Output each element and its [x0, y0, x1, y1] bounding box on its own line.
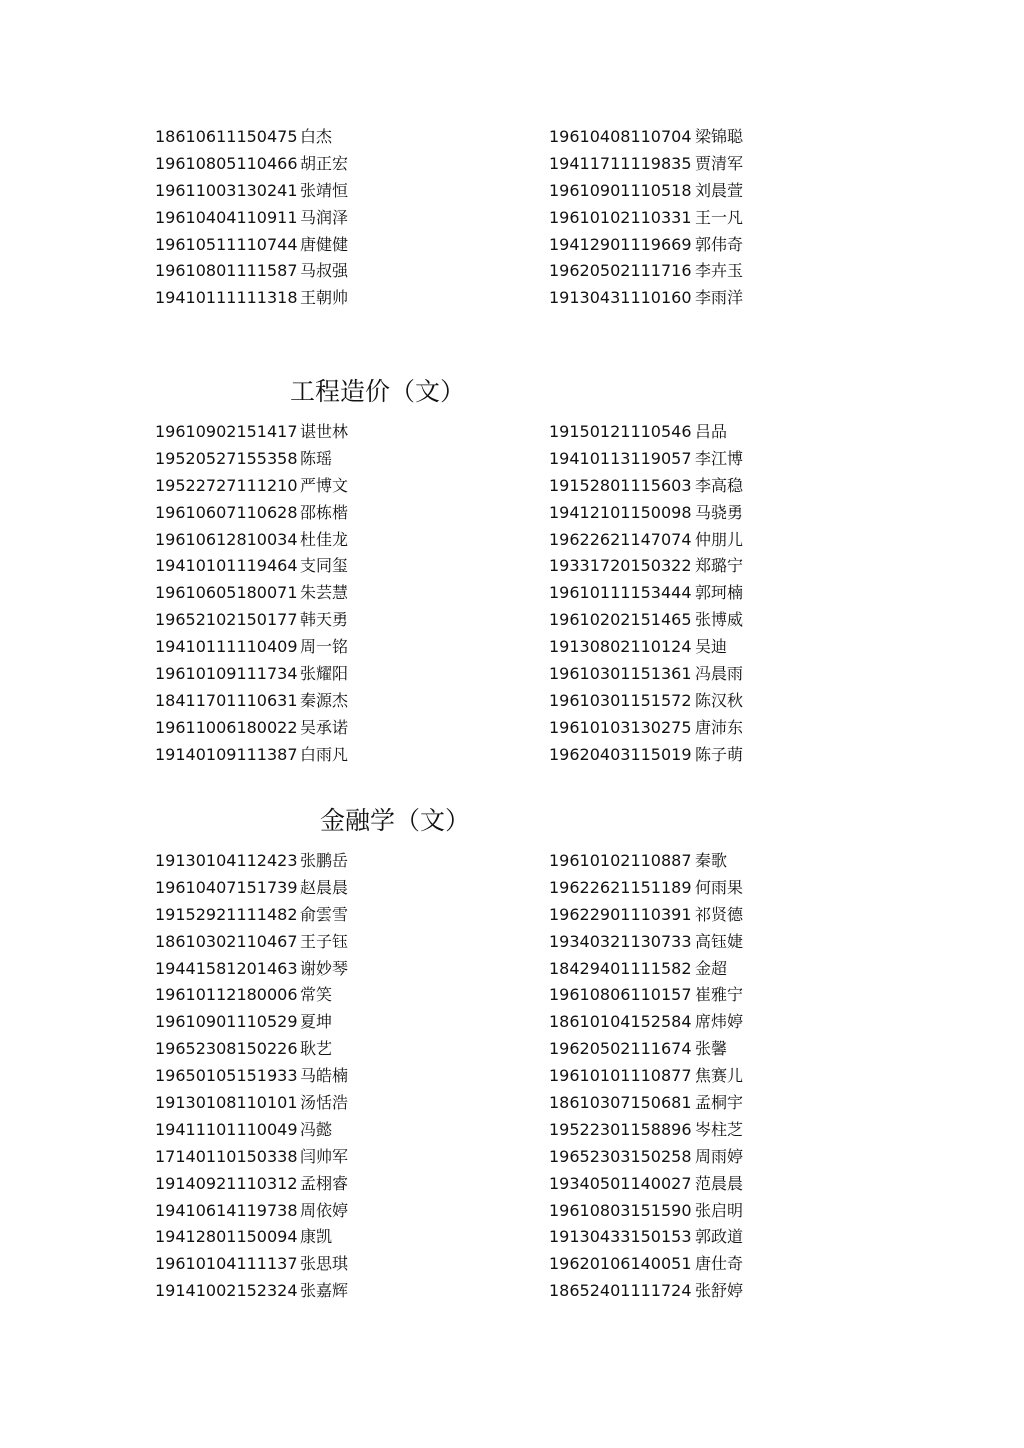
student-id-left: 19610607110628	[155, 502, 298, 522]
student-id-left: 19652102150177	[155, 610, 298, 630]
student-id-right: 19610102110887	[549, 851, 692, 870]
student-id-right: 18429401111582	[549, 958, 692, 978]
student-id-right: 19620403115019	[549, 744, 692, 764]
list-row	[0, 580, 1024, 607]
student-id-right: 19610806110157	[549, 985, 692, 1005]
student-id-left: 19141002152324	[155, 1281, 298, 1301]
list-row	[0, 848, 1024, 875]
list-row	[0, 1063, 1024, 1090]
student-name-right: 席炜婷	[695, 1012, 744, 1032]
student-name-right: 李卉玉	[695, 261, 744, 281]
student-id-right: 19331720150322	[549, 556, 692, 576]
student-id-left: 19140921110312	[155, 1173, 298, 1193]
student-id-left: 19522727111210	[155, 475, 298, 495]
student-name-left: 冯懿	[300, 1119, 333, 1139]
student-id-left: 19410111111318	[155, 288, 298, 308]
student-name-right: 张舒婷	[695, 1281, 744, 1301]
list-row	[0, 553, 1024, 580]
student-name-left: 王子钰	[300, 931, 349, 951]
student-id-left: 19410614119738	[155, 1200, 298, 1220]
list-row	[0, 1009, 1024, 1036]
student-name-right: 高钰婕	[695, 931, 744, 951]
student-id-right: 19610803151590	[549, 1200, 692, 1220]
student-id-left: 19610901110529	[155, 1012, 298, 1032]
student-id-left: 19652308150226	[155, 1039, 298, 1059]
list-row	[0, 232, 1024, 259]
student-id-right: 19130431110160	[549, 288, 692, 308]
student-id-left: 19610112180006	[155, 985, 298, 1005]
student-name-right: 冯晨雨	[695, 664, 744, 684]
list-row	[0, 258, 1024, 285]
student-name-right: 梁锦聪	[695, 127, 744, 146]
student-id-right: 19150121110546	[549, 422, 692, 441]
list-row	[0, 902, 1024, 929]
student-name-right: 张启明	[695, 1200, 744, 1220]
student-id-right: 19622901110391	[549, 904, 692, 924]
student-id-right: 19411711119835	[549, 153, 692, 173]
student-id-left: 19610902151417	[155, 422, 298, 441]
student-id-left: 19610511110744	[155, 234, 298, 254]
list-row	[0, 1224, 1024, 1251]
student-name-right: 郑璐宁	[695, 556, 744, 576]
list-row	[0, 1198, 1024, 1225]
student-id-right: 19620502111716	[549, 261, 692, 281]
list-row	[0, 419, 1024, 446]
student-name-right: 周雨婷	[695, 1146, 744, 1166]
student-id-left: 19152921111482	[155, 904, 298, 924]
list-row	[0, 634, 1024, 661]
student-name-left: 张耀阳	[300, 664, 349, 684]
student-name-right: 唐仕奇	[695, 1254, 744, 1274]
student-name-right: 金超	[695, 958, 728, 978]
list-row	[0, 688, 1024, 715]
student-id-right: 19652303150258	[549, 1146, 692, 1166]
student-name-left: 马叔强	[300, 261, 349, 281]
student-name-right: 范晨晨	[695, 1173, 744, 1193]
student-id-left: 19611003130241	[155, 180, 298, 200]
student-name-right: 贾清军	[695, 153, 744, 173]
student-name-left: 孟栩睿	[300, 1173, 349, 1193]
student-name-left: 谢妙琴	[300, 958, 349, 978]
list-row	[0, 1117, 1024, 1144]
student-name-left: 耿艺	[300, 1039, 333, 1059]
student-id-left: 19130108110101	[155, 1093, 298, 1113]
student-id-right: 19610202151465	[549, 610, 692, 630]
student-id-right: 19610101110877	[549, 1066, 692, 1086]
student-id-right: 18610307150681	[549, 1093, 692, 1113]
list-row	[0, 1278, 1024, 1305]
student-name-right: 吕品	[695, 422, 728, 441]
student-id-left: 18411701110631	[155, 690, 298, 710]
student-id-right: 19130802110124	[549, 637, 692, 657]
list-row	[0, 205, 1024, 232]
student-id-left: 19520527155358	[155, 448, 298, 468]
student-name-right: 郭伟奇	[695, 234, 744, 254]
student-name-right: 焦赛儿	[695, 1066, 744, 1086]
list-row	[0, 1036, 1024, 1063]
student-name-right: 刘晨萱	[695, 180, 744, 200]
list-row	[0, 929, 1024, 956]
list-row	[0, 715, 1024, 742]
list-row	[0, 742, 1024, 769]
student-name-left: 陈瑶	[300, 448, 333, 468]
student-id-right: 19620502111674	[549, 1039, 692, 1059]
student-id-left: 19610612810034	[155, 529, 298, 549]
student-name-left: 夏坤	[300, 1012, 333, 1032]
student-name-right: 崔雅宁	[695, 985, 744, 1005]
list-row	[0, 285, 1024, 312]
student-id-left: 19610801111587	[155, 261, 298, 281]
student-name-right: 陈汉秋	[695, 690, 744, 710]
student-id-right: 18610104152584	[549, 1012, 692, 1032]
student-id-right: 19340501140027	[549, 1173, 692, 1193]
student-name-left: 邵栋楷	[300, 502, 349, 522]
list-row	[0, 151, 1024, 178]
student-name-left: 吴承诺	[300, 717, 349, 737]
list-row	[0, 446, 1024, 473]
student-name-left: 张鹏岳	[300, 851, 349, 870]
student-name-left: 秦源杰	[300, 690, 349, 710]
student-name-left: 杜佳龙	[300, 529, 349, 549]
student-name-left: 胡正宏	[300, 153, 349, 173]
student-id-left: 19410111110409	[155, 637, 298, 657]
student-name-left: 闫帅军	[300, 1146, 349, 1166]
student-name-right: 郭珂楠	[695, 583, 744, 603]
student-id-right: 19622621151189	[549, 877, 692, 897]
list-row	[0, 875, 1024, 902]
student-id-right: 19412901119669	[549, 234, 692, 254]
student-id-right: 19610111153444	[549, 583, 692, 603]
list-row	[0, 500, 1024, 527]
student-name-left: 王朝帅	[300, 288, 349, 308]
student-name-left: 白杰	[300, 127, 333, 146]
list-row	[0, 527, 1024, 554]
student-id-right: 19412101150098	[549, 502, 692, 522]
section-3	[0, 848, 1024, 1305]
student-id-right: 19620106140051	[549, 1254, 692, 1274]
student-id-right: 19610301151572	[549, 690, 692, 710]
student-id-right: 19610901110518	[549, 180, 692, 200]
student-id-left: 19610404110911	[155, 207, 298, 227]
student-name-left: 严博文	[300, 475, 349, 495]
student-id-right: 19622621147074	[549, 529, 692, 549]
student-id-left: 19441581201463	[155, 958, 298, 978]
list-row	[0, 956, 1024, 983]
student-name-left: 张靖恒	[300, 180, 349, 200]
section-title-engineering-cost: 工程造价（文）	[290, 377, 466, 406]
student-id-right: 19610102110331	[549, 207, 692, 227]
student-name-right: 马骁勇	[695, 502, 744, 522]
section-1	[0, 124, 1024, 312]
list-row	[0, 982, 1024, 1009]
student-name-right: 张馨	[695, 1039, 728, 1059]
student-id-left: 19611006180022	[155, 717, 298, 737]
list-row	[0, 178, 1024, 205]
student-id-right: 19610103130275	[549, 717, 692, 737]
list-row	[0, 124, 1024, 151]
student-id-left: 17140110150338	[155, 1146, 298, 1166]
student-id-right: 19340321130733	[549, 931, 692, 951]
student-id-left: 19610805110466	[155, 153, 298, 173]
list-row	[0, 1251, 1024, 1278]
student-id-right: 19610408110704	[549, 127, 692, 146]
student-name-left: 谌世林	[300, 422, 349, 441]
list-row	[0, 1090, 1024, 1117]
student-name-right: 郭政道	[695, 1227, 744, 1247]
student-id-left: 18610611150475	[155, 127, 298, 146]
student-name-left: 白雨凡	[300, 744, 349, 764]
student-name-right: 张博威	[695, 610, 744, 630]
student-id-left: 19610605180071	[155, 583, 298, 603]
student-id-left: 19411101110049	[155, 1119, 298, 1139]
student-id-right: 19522301158896	[549, 1119, 692, 1139]
student-name-right: 何雨果	[695, 877, 744, 897]
student-id-right: 19130433150153	[549, 1227, 692, 1247]
student-name-right: 唐沛东	[695, 717, 744, 737]
student-name-right: 王一凡	[695, 207, 744, 227]
student-name-right: 李雨洋	[695, 288, 744, 308]
student-name-left: 张思琪	[300, 1254, 349, 1274]
student-name-left: 朱芸慧	[300, 583, 349, 603]
list-row	[0, 661, 1024, 688]
student-id-right: 18652401111724	[549, 1281, 692, 1301]
student-name-left: 俞雲雪	[300, 904, 349, 924]
student-id-right: 19410113119057	[549, 448, 692, 468]
student-name-left: 唐健健	[300, 234, 349, 254]
student-name-right: 孟桐宇	[695, 1093, 744, 1113]
student-name-right: 陈子萌	[695, 744, 744, 764]
student-id-left: 19610109111734	[155, 664, 298, 684]
student-name-left: 赵晨晨	[300, 877, 349, 897]
student-id-left: 19410101119464	[155, 556, 298, 576]
list-row	[0, 1171, 1024, 1198]
student-name-left: 常笑	[300, 985, 333, 1005]
student-name-right: 祁贤德	[695, 904, 744, 924]
list-row	[0, 1144, 1024, 1171]
student-id-left: 19650105151933	[155, 1066, 298, 1086]
student-name-left: 周一铭	[300, 637, 349, 657]
student-id-left: 19610407151739	[155, 877, 298, 897]
student-id-left: 18610302110467	[155, 931, 298, 951]
student-name-right: 岑柱芝	[695, 1119, 744, 1139]
student-name-left: 张嘉辉	[300, 1281, 349, 1301]
student-id-right: 19610301151361	[549, 664, 692, 684]
student-name-right: 李江博	[695, 448, 744, 468]
student-name-right: 李高稳	[695, 475, 744, 495]
student-name-left: 汤恬浩	[300, 1093, 349, 1113]
list-row	[0, 473, 1024, 500]
student-name-left: 韩天勇	[300, 610, 349, 630]
section-2	[0, 419, 1024, 769]
student-id-left: 19130104112423	[155, 851, 298, 870]
student-name-left: 周依婷	[300, 1200, 349, 1220]
student-name-right: 秦歌	[695, 851, 728, 870]
student-name-right: 吴迪	[695, 637, 728, 657]
list-row	[0, 607, 1024, 634]
student-name-left: 马润泽	[300, 207, 349, 227]
section-title-finance: 金融学（文）	[320, 806, 471, 835]
student-name-left: 马皓楠	[300, 1066, 349, 1086]
student-id-left: 19610104111137	[155, 1254, 298, 1274]
student-name-right: 仲朋儿	[695, 529, 744, 549]
student-id-left: 19140109111387	[155, 744, 298, 764]
student-id-right: 19152801115603	[549, 475, 692, 495]
student-id-left: 19412801150094	[155, 1227, 298, 1247]
student-name-left: 支同玺	[300, 556, 349, 576]
student-name-left: 康凯	[300, 1227, 333, 1247]
